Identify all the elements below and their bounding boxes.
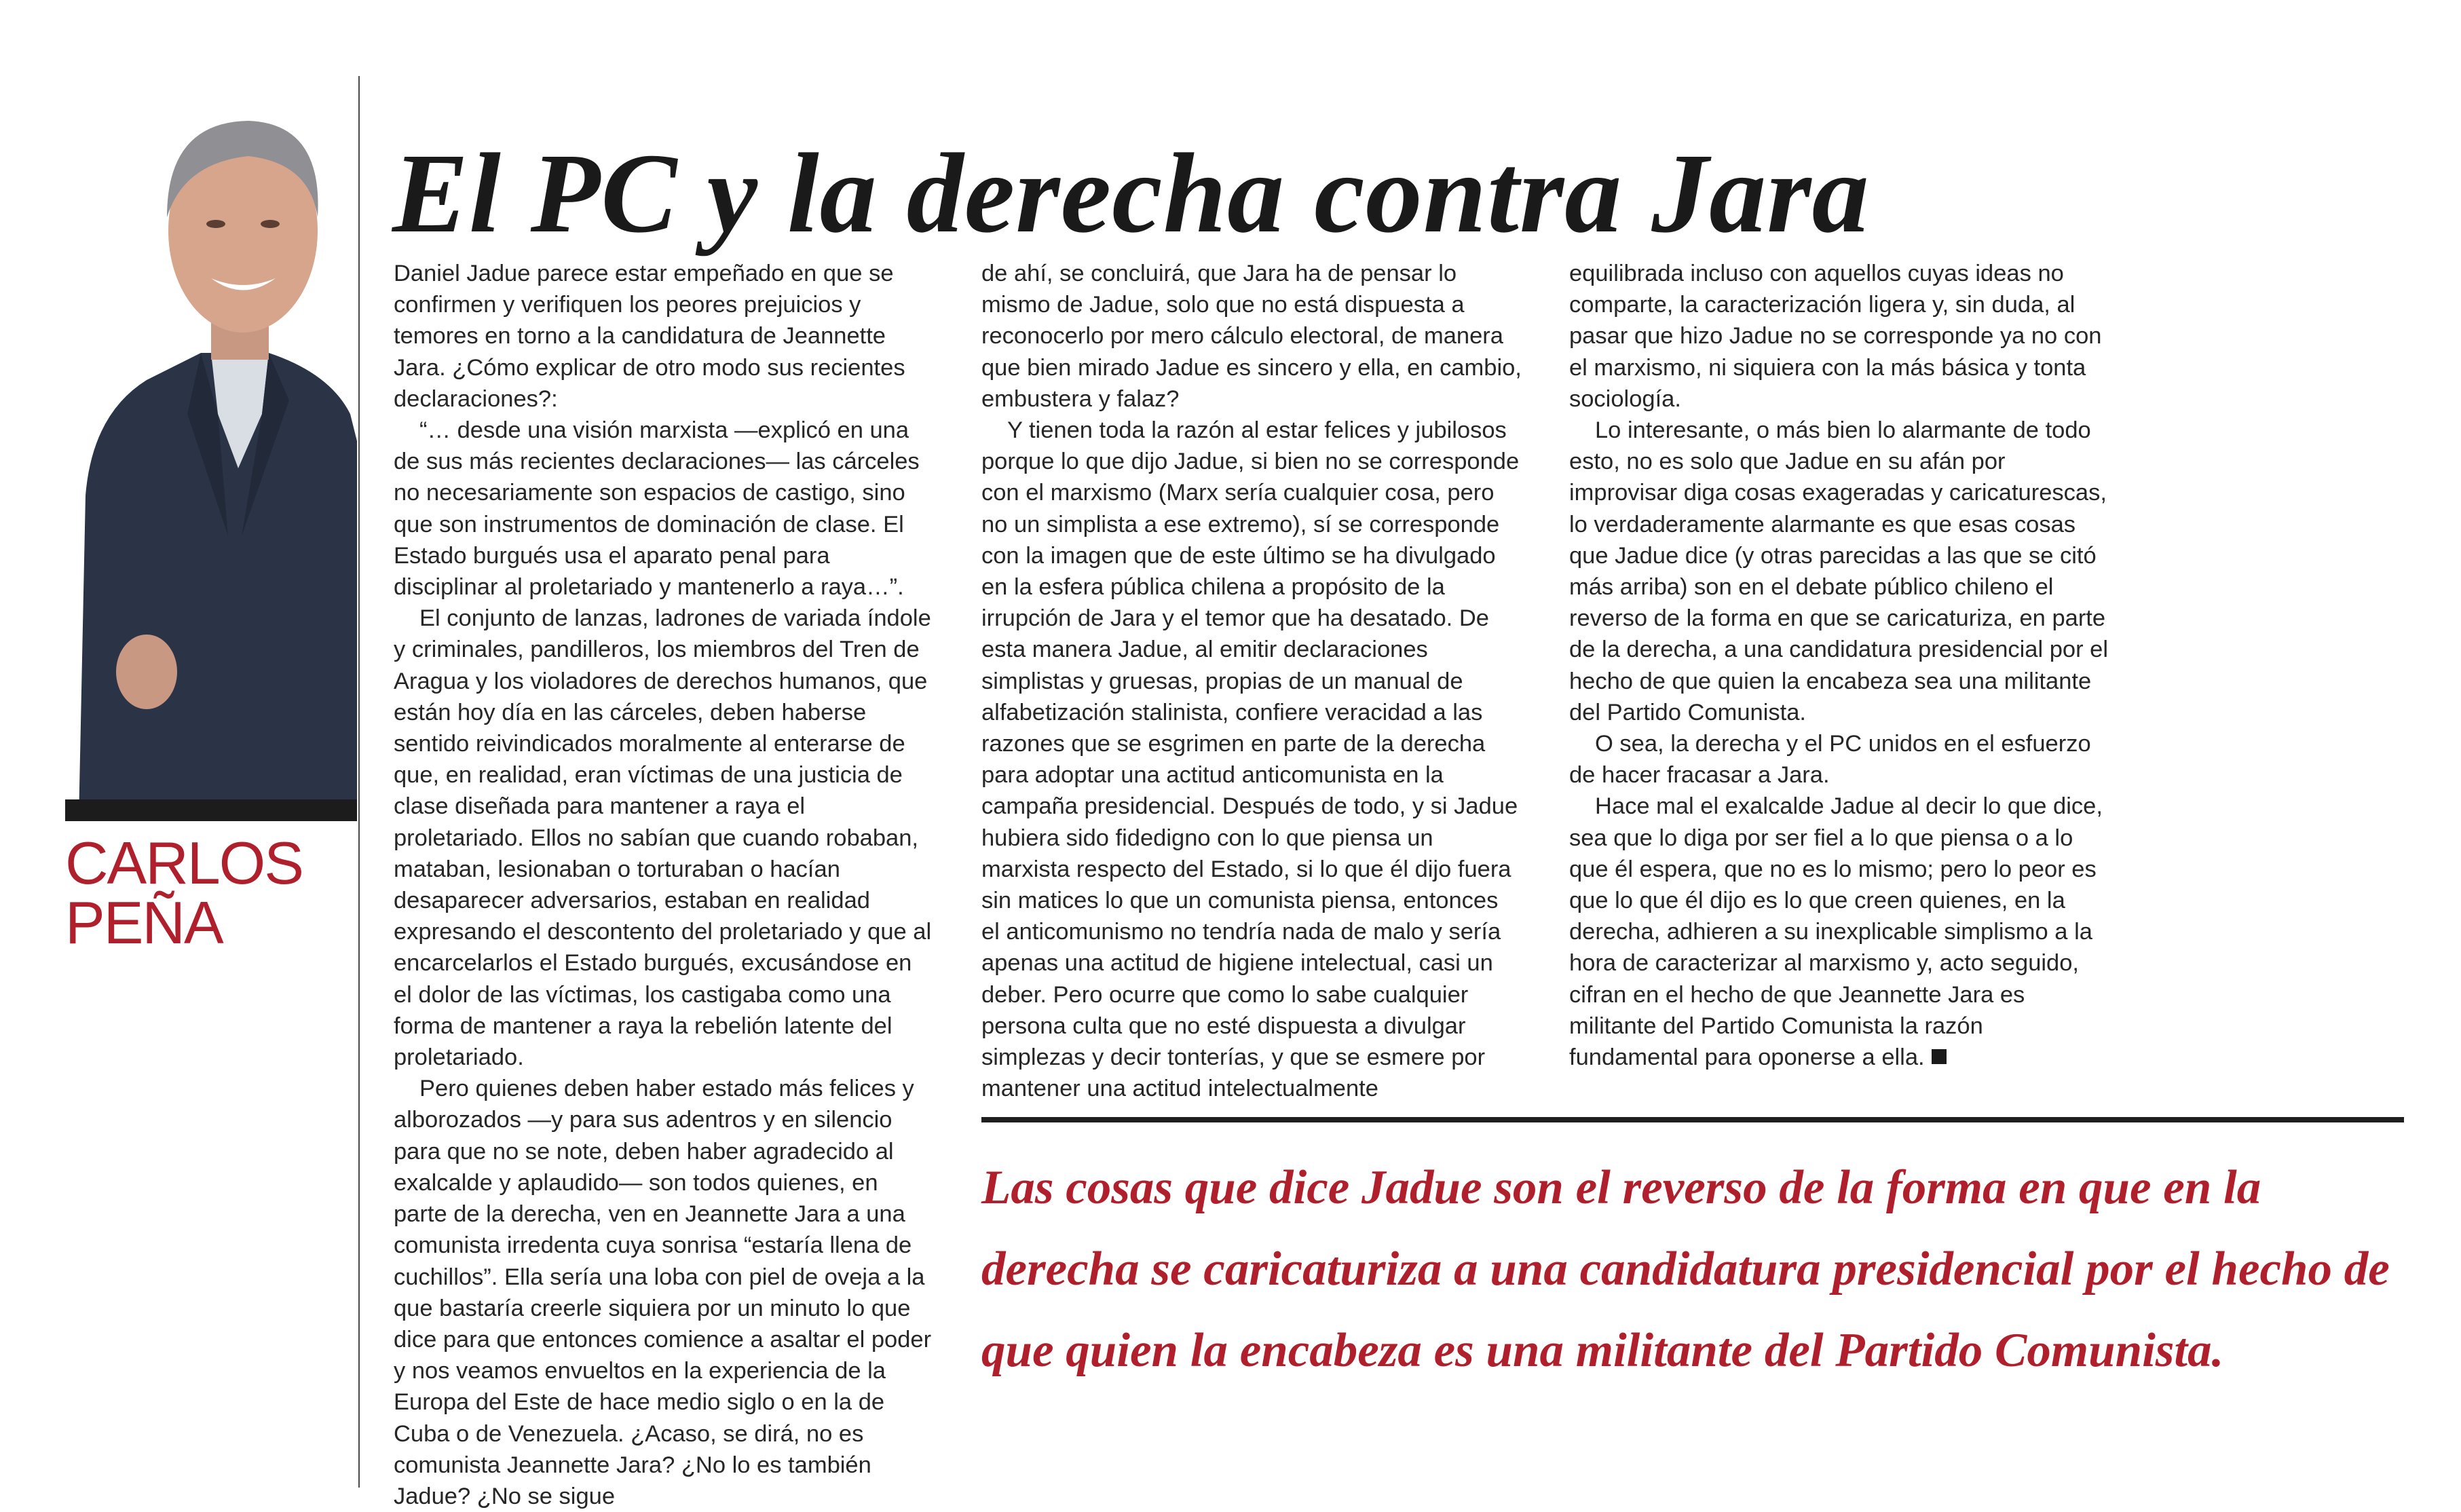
paragraph: El conjunto de lanzas, ladrones de variada índole y criminales, pandilleros, los miembros del Tren de Aragua y los violadores de derechos humanos, que están hoy día en las cárceles, deben haberse sentido reivindicados moralmente al enterarse de que, en realidad, eran víctimas de una justicia de clase diseñada para mantener a raya el proletariado. Ellos no sabían que cuando robaban, mataban, lesionaban o torturaban o hacían desaparecer adversarios, estaban en realidad expresando el descontento del proletariado y que al encarcelarlos el Estado burgués, excusándose en el dolor de las víctimas, los castigaba como una forma de mantener a raya la rebelión latente del proletariado. xyxy=(394,605,932,1071)
paragraph: de ahí, se concluirá, que Jara ha de pensar lo mismo de Jadue, solo que no está dispuesta a reconocerlo por mero cálculo electoral, de manera que bien mirado Jadue es sincero y ella, en cambio, embustera y falaz? xyxy=(981,261,1522,412)
paragraph: Pero quienes deben haber estado más felices y alborozados —y para sus adentros y en silencio para que no se note, deben haber agradecido al exalcalde y aplaudido— son todos quienes, en parte de la derecha, ven en Jeannette Jara a una comunista irredenta cuya sonrisa “estaría llena de cuchillos”. Ella sería una loba con piel de oveja a la que bastaría creerle siquiera por un minuto lo que dice para que entonces comience a asaltar el poder y nos veamos envueltos en la experiencia de la Europa del Este de hace medio siglo o en la de Cuba o de Venezuela. ¿Acaso, se dirá, no es comunista Jeannette Jara? ¿No lo es también Jadue? ¿No se sigue xyxy=(394,1076,932,1509)
paragraph: Lo interesante, o más bien lo alarmante de todo esto, no es solo que Jadue en su afán por improvisar diga cosas exageradas y caricaturescas, lo verdaderamente alarmante es que esas cosas que Jadue dice (y otras parecidas a las que se citó más arriba) son en el debate público chileno el reverso de la forma en que se caricaturiza, en parte de la derecha, a una candidatura presidencial por el hecho de que quien la encabeza sea una militante del Partido Comunista. xyxy=(1569,417,2109,725)
end-of-article-mark xyxy=(1932,1049,1947,1064)
paragraph-last xyxy=(1569,791,2109,1073)
paragraph: “… desde una visión marxista —explicó en una de sus más recientes declaraciones— las cárceles no necesariamente son espacios de castigo, sino que son instrumentos de dominación de clase. El Estado burgués usa el aparato penal para disciplinar al proletariado y mantenerlo a raya…”. xyxy=(394,417,920,601)
author-name-bar xyxy=(65,799,357,821)
paragraph: equilibrada incluso con aquellos cuyas ideas no comparte, la caracterización ligera y, sin duda, al pasar que hizo Jadue no se corresponde ya no con el marxismo, ni siquiera con la más básica y tonta sociología. xyxy=(1569,261,2102,412)
text-column-1 xyxy=(394,258,934,1509)
author-last-name: PEÑA xyxy=(65,889,223,956)
paragraph: Daniel Jadue parece estar empeñado en que se confirmen y verifiquen los peores prejuicios y temores en torno a la candidatura de Jeannette Jara. ¿Cómo explicar de otro modo sus recientes declaraciones?: xyxy=(394,261,905,412)
author-name xyxy=(65,829,357,956)
author-portrait xyxy=(65,61,357,821)
paragraph: O sea, la derecha y el PC unidos en el esfuerzo de hacer fracasar a Jara. xyxy=(1569,731,2091,789)
pull-quote: Las cosas que dice Jadue son el reverso de la forma en que en la derecha se caricaturiza a una candidatura presidencial por el hecho de que quien la encabeza es una militante del Partido Comunista. xyxy=(981,1161,2390,1377)
paragraph-text: Hace mal el exalcalde Jadue al decir lo que dice, sea que lo diga por ser fiel a lo que piensa o a lo que él espera, que no es lo mismo; pero lo peor es que lo que él dijo es lo que creen quienes, en la derecha, adhieren a su inexplicable simplismo a la hora de caracterizar al marxismo y, acto seguido, cifran en el hecho de que Jeannette Jara es militante del Partido Comunista la razón fundamental para oponerse a ella. xyxy=(1569,793,2103,1071)
pull-quote-rule xyxy=(981,1117,2404,1122)
paragraph: Y tienen toda la razón al estar felices y jubilosos porque lo que dijo Jadue, si bien no se corresponde con el marxismo (Marx sería cualquier cosa, pero no un simplista a ese extremo), sí se corresponde con la imagen que de este último se ha divulgado en la esfera pública chilena a propósito de la irrupción de Jara y el temor que ha desatado. De esta manera Jadue, al emitir declaraciones simplistas y gruesas, propias de un manual de alfabetización stalinista, confiere veracidad a las razones que se esgrimen en parte de la derecha para adoptar una actitud anticomunista en la campaña presidencial. Después de todo, y si Jadue hubiera sido fidedigno con lo que piensa un marxista respecto del Estado, si lo que él dijo fuera sin matices lo que un comunista piensa, entonces el anticomunismo no tendría nada de malo y sería apenas una actitud de higiene intelectual, casi un deber. Pero ocurre que como lo sabe cualquier persona culta que no esté dispuesta a divulgar simplezas y decir tonterías, y que se esmere por mantener una actitud intelectualmente xyxy=(981,417,1520,1102)
author-first-name: CARLOS xyxy=(65,829,303,896)
text-column-2 xyxy=(981,258,1522,1102)
column-divider xyxy=(358,76,360,1488)
text-column-3 xyxy=(1569,258,2109,1086)
article-title: El PC y la derecha contra Jara xyxy=(392,130,1870,257)
